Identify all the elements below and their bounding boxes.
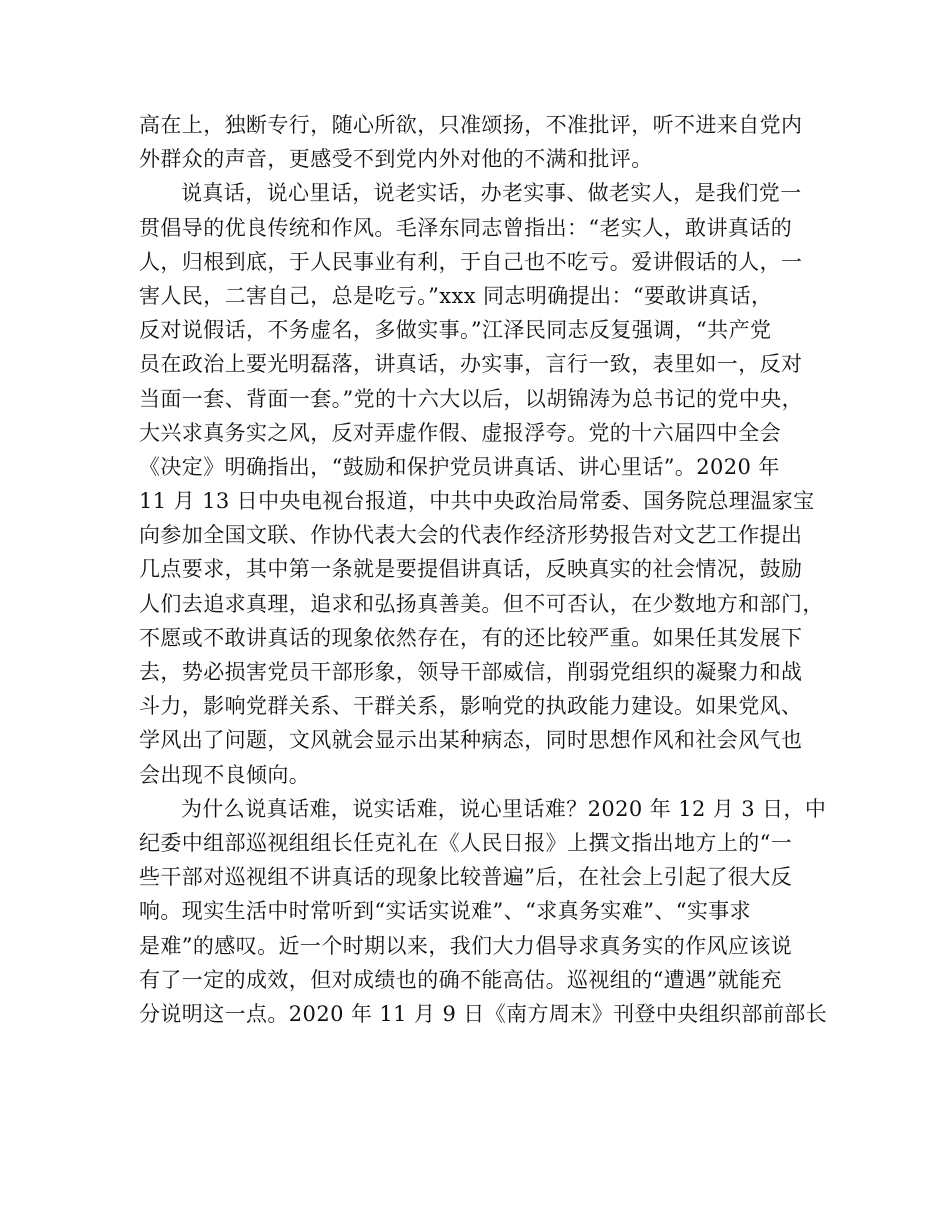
- text-line: 响。现实生活中时常听到“实话实说难”、“求真务实难”、“实事求: [139, 899, 752, 924]
- text-line: 会出现不良倾向。: [139, 762, 311, 787]
- text-line: 些干部对巡视组不讲真话的现象比较普遍”后，在社会上引起了很大反: [139, 865, 793, 890]
- text-line: 贯倡导的优良传统和作风。毛泽东同志曾指出：“老实人，敢讲真话的: [139, 215, 793, 240]
- body-text: [139, 108, 828, 1031]
- text-line: 有了一定的成效，但对成绩也的确不能高估。巡视组的“遭遇”就能充: [139, 967, 782, 992]
- text-line: 不愿或不敢讲真话的现象依然存在，有的还比较严重。如果任其发展下: [139, 625, 803, 650]
- text-line: 纪委中组部巡视组组长任克礼在《人民日报》上撰文指出地方上的“一: [139, 830, 793, 855]
- text-line: 向参加全国文联、作协代表大会的代表作经济形势报告对文艺工作提出: [139, 523, 803, 548]
- text-line: 反对说假话，不务虚名，多做实事。”江泽民同志反复强调，“共产党: [139, 318, 772, 343]
- text-line: 几点要求，其中第一条就是要提倡讲真话，反映真实的社会情况，鼓励: [139, 557, 803, 582]
- text-line: 为什么说真话难，说实话难，说心里话难？2020 年 12 月 3 日，中: [181, 796, 827, 821]
- text-line: 去，势必损害党员干部形象，领导干部威信，削弱党组织的凝聚力和战: [139, 660, 803, 684]
- text-line: 当面一套、背面一套。”党的十六大以后，以胡锦涛为总书记的党中央，: [139, 386, 804, 411]
- text-line: 人，归根到底，于人民事业有利，于自己也不吃亏。爱讲假话的人，一: [139, 249, 803, 274]
- text-line: 员在政治上要光明磊落，讲真话，办实事，言行一致，表里如一，反对: [139, 352, 803, 377]
- text-line: 《决定》明确指出，“鼓励和保护党员讲真话、讲心里话”。2020 年: [139, 454, 780, 479]
- text-line: 人们去追求真理，追求和弘扬真善美。但不可否认，在少数地方和部门，: [139, 591, 824, 616]
- text-line: 说真话，说心里话，说老实话，办老实事、做老实人，是我们党一: [181, 181, 802, 206]
- text-line: 高在上，独断专行，随心所欲，只准颂扬，不准批评，听不进来自党内: [139, 113, 803, 137]
- text-line: 外群众的声音，更感受不到党内外对他的不满和批评。: [139, 147, 653, 172]
- text-line: 大兴求真务实之风，反对弄虚作假、虚报浮夸。党的十六届四中全会: [139, 420, 781, 445]
- text-line: 学风出了问题，文风就会显示出某种病态，同时思想作风和社会风气也: [139, 728, 803, 753]
- text-line: 11 月 13 日中央电视台报道，中共中央政治局常委、国务院总理温家宝: [139, 489, 815, 514]
- text-line: 害人民，二害自己，总是吃亏。”xxx 同志明确提出：“要敢讲真话，: [139, 283, 773, 308]
- text-line: 斗力，影响党群关系、干群关系，影响党的执政能力建设。如果党风、: [139, 694, 803, 719]
- text-line: 分说明这一点。2020 年 11 月 9 日《南方周末》刊登中央组织部前部长: [139, 1001, 828, 1026]
- text-line: 是难”的感叹。近一个时期以来，我们大力倡导求真务实的作风应该说: [139, 933, 793, 958]
